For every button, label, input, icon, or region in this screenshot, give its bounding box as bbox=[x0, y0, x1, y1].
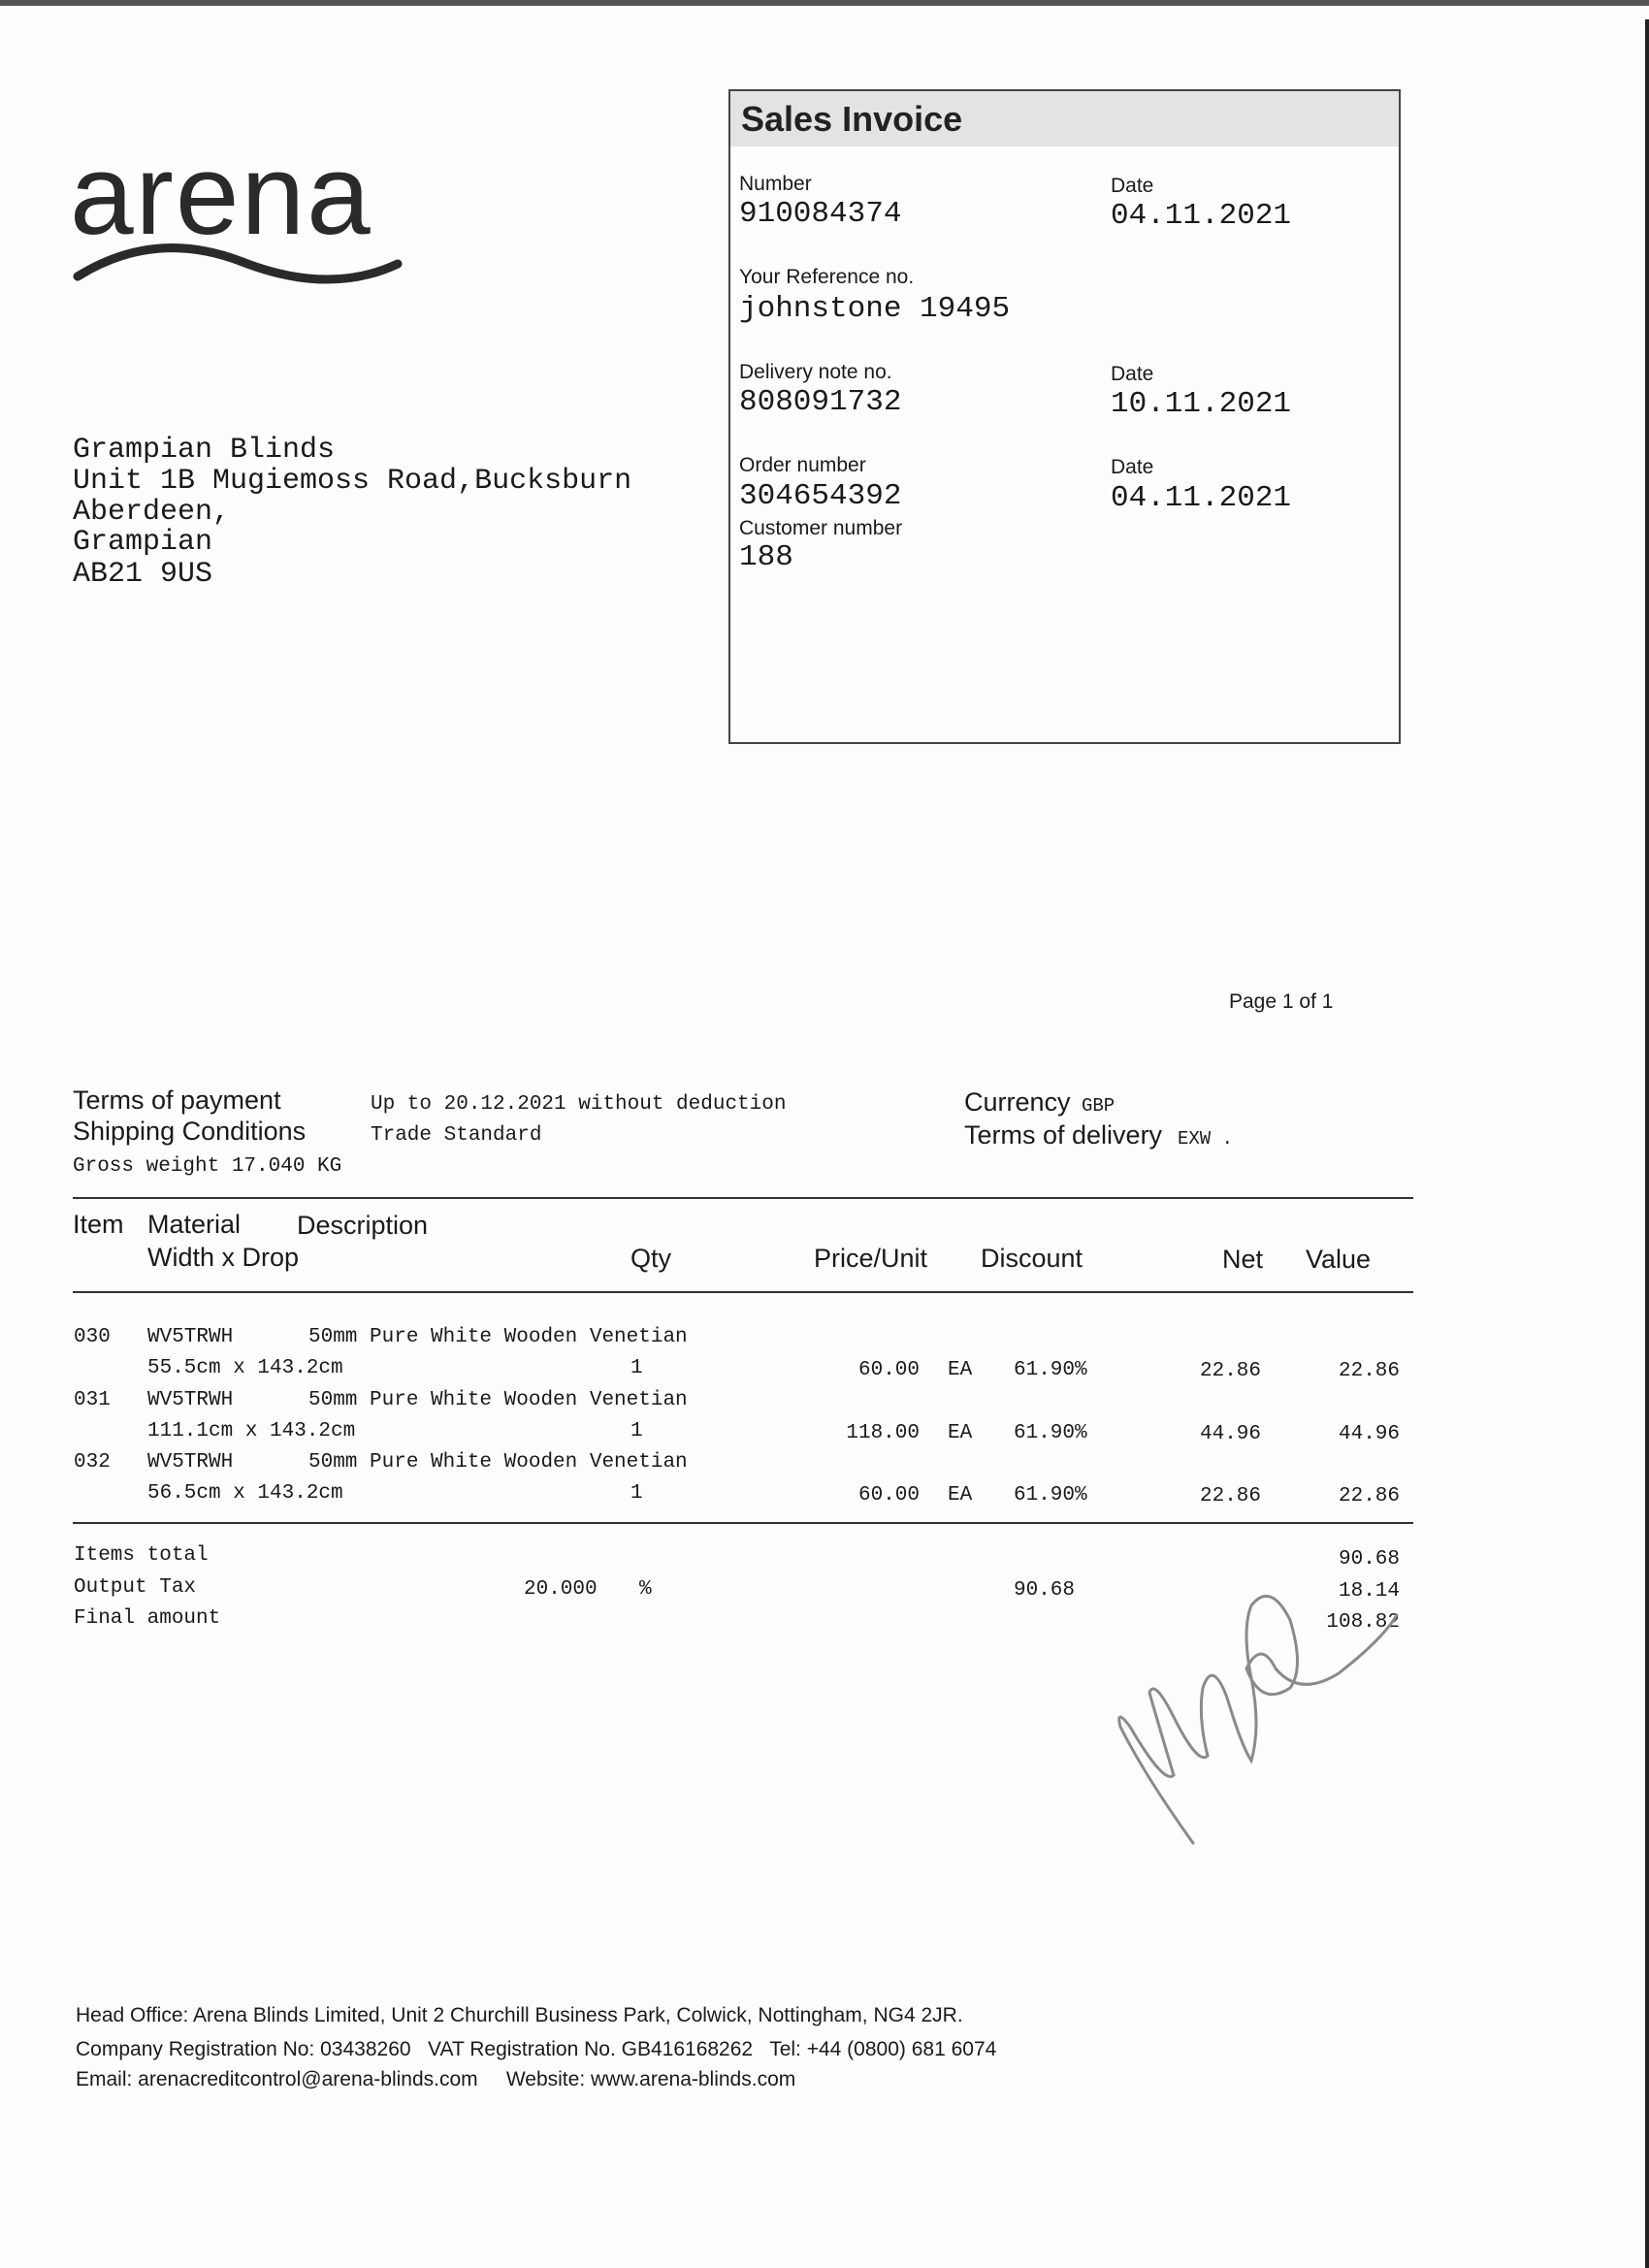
terms-of-payment-value: Up to 20.12.2021 without deduction bbox=[371, 1093, 787, 1116]
row-width-drop: 111.1cm x 143.2cm bbox=[147, 1420, 356, 1442]
invoice-number: 910084374 bbox=[739, 197, 902, 231]
row-unit: EA bbox=[948, 1484, 973, 1507]
gross-weight: Gross weight 17.040 KG bbox=[73, 1155, 342, 1178]
row-qty: 1 bbox=[630, 1482, 643, 1505]
shipping-conditions-value: Trade Standard bbox=[371, 1124, 542, 1147]
output-tax-label: Output Tax bbox=[74, 1576, 197, 1599]
terms-of-delivery-label: Terms of delivery bbox=[964, 1120, 1163, 1150]
customer-number-label: Customer number bbox=[739, 517, 903, 539]
items-total-label: Items total bbox=[74, 1544, 209, 1567]
order-number-label: Order number bbox=[739, 454, 866, 476]
row-qty: 1 bbox=[630, 1420, 643, 1442]
row-item-number: 032 bbox=[74, 1451, 111, 1474]
row-qty: 1 bbox=[630, 1357, 643, 1379]
header-discount: Discount bbox=[981, 1244, 1083, 1273]
header-price-unit: Price/Unit bbox=[814, 1244, 928, 1273]
header-value: Value bbox=[1306, 1245, 1372, 1274]
final-amount-value: 108.82 bbox=[1326, 1611, 1400, 1634]
row-material: WV5TRWH bbox=[147, 1389, 234, 1411]
footer-head-office: Head Office: Arena Blinds Limited, Unit 2 Churchill Business Park, Colwick, Nottingham, NG4 2JR. bbox=[76, 2004, 963, 2026]
header-description: Description bbox=[297, 1211, 429, 1240]
header-width-drop: Width x Drop bbox=[147, 1243, 300, 1272]
row-discount: 61.90% bbox=[1014, 1422, 1087, 1444]
row-value: 22.86 bbox=[1338, 1360, 1400, 1382]
header-material: Material bbox=[147, 1210, 242, 1239]
currency-value: GBP bbox=[1082, 1095, 1116, 1117]
tax-percent-sign: % bbox=[639, 1578, 652, 1601]
delivery-date: 10.11.2021 bbox=[1111, 387, 1292, 421]
reference-label: Your Reference no. bbox=[739, 266, 915, 288]
logo-text: arena bbox=[70, 131, 372, 259]
row-item-number: 030 bbox=[74, 1326, 111, 1348]
delivery-note-value: 808091732 bbox=[739, 385, 902, 419]
divider bbox=[73, 1197, 1413, 1199]
footer-contact: Email: arenacreditcontrol@arena-blinds.com Website: www.arena-blinds.com bbox=[76, 2068, 796, 2090]
divider bbox=[73, 1291, 1413, 1293]
row-value: 22.86 bbox=[1338, 1485, 1400, 1507]
address-line: Aberdeen, bbox=[73, 496, 231, 529]
logo-wave-icon bbox=[68, 116, 407, 286]
currency-label: Currency bbox=[964, 1087, 1071, 1117]
number-label: Number bbox=[739, 173, 812, 195]
header-qty: Qty bbox=[630, 1244, 672, 1273]
handwritten-signature bbox=[1106, 1581, 1416, 1853]
invoice-date: 04.11.2021 bbox=[1111, 199, 1292, 233]
row-value: 44.96 bbox=[1338, 1423, 1400, 1445]
row-discount: 61.90% bbox=[1014, 1359, 1087, 1381]
row-discount: 61.90% bbox=[1014, 1484, 1087, 1507]
delivery-note-label: Delivery note no. bbox=[739, 361, 892, 383]
row-material: WV5TRWH bbox=[147, 1326, 234, 1348]
page-indicator: Page 1 of 1 bbox=[1229, 990, 1334, 1013]
row-item-number: 031 bbox=[74, 1389, 111, 1411]
row-price-unit: 118.00 bbox=[846, 1422, 920, 1444]
output-tax-value: 18.14 bbox=[1338, 1580, 1400, 1603]
date-label: Date bbox=[1111, 175, 1154, 197]
header-item: Item bbox=[73, 1210, 124, 1239]
row-width-drop: 56.5cm x 143.2cm bbox=[147, 1482, 343, 1505]
row-price-unit: 60.00 bbox=[857, 1484, 920, 1507]
order-number: 304654392 bbox=[739, 479, 902, 513]
terms-of-delivery-value: EXW . bbox=[1178, 1128, 1234, 1150]
row-unit: EA bbox=[948, 1422, 973, 1444]
footer-registration: Company Registration No: 03438260 VAT Registration No. GB416168262 Tel: +44 (0800) 681 6074 bbox=[76, 2038, 997, 2060]
address-line: Grampian Blinds bbox=[73, 434, 336, 467]
row-net: 22.86 bbox=[1199, 1485, 1261, 1507]
row-description: 50mm Pure White Wooden Venetian bbox=[308, 1451, 688, 1474]
reference-value: johnstone 19495 bbox=[739, 292, 1011, 326]
row-net: 44.96 bbox=[1199, 1423, 1261, 1445]
scan-edge-right bbox=[1645, 19, 1649, 2268]
row-width-drop: 55.5cm x 143.2cm bbox=[147, 1357, 343, 1379]
shipping-conditions-label: Shipping Conditions bbox=[73, 1117, 307, 1146]
invoice-title-bar bbox=[730, 91, 1399, 146]
address-line: Grampian bbox=[73, 526, 213, 559]
terms-of-payment-label: Terms of payment bbox=[73, 1085, 281, 1115]
tax-rate: 20.000 bbox=[524, 1578, 598, 1601]
order-date: 04.11.2021 bbox=[1111, 481, 1292, 515]
order-date-label: Date bbox=[1111, 456, 1154, 478]
address-line: AB21 9US bbox=[73, 558, 213, 591]
customer-number: 188 bbox=[739, 540, 793, 574]
final-amount-label: Final amount bbox=[74, 1607, 221, 1630]
row-material: WV5TRWH bbox=[147, 1451, 234, 1474]
row-description: 50mm Pure White Wooden Venetian bbox=[308, 1326, 688, 1348]
arena-logo bbox=[68, 116, 407, 286]
divider bbox=[73, 1522, 1413, 1524]
row-description: 50mm Pure White Wooden Venetian bbox=[308, 1389, 688, 1411]
scan-edge-top bbox=[0, 0, 1649, 6]
row-net: 22.86 bbox=[1199, 1360, 1261, 1382]
invoice-title: Sales Invoice bbox=[741, 99, 963, 139]
address-line: Unit 1B Mugiemoss Road,Bucksburn bbox=[73, 465, 632, 498]
row-price-unit: 60.00 bbox=[857, 1359, 920, 1381]
items-total-value: 90.68 bbox=[1338, 1548, 1400, 1571]
tax-base: 90.68 bbox=[1014, 1579, 1076, 1602]
row-unit: EA bbox=[948, 1359, 973, 1381]
header-net: Net bbox=[1222, 1245, 1264, 1274]
delivery-date-label: Date bbox=[1111, 363, 1154, 385]
